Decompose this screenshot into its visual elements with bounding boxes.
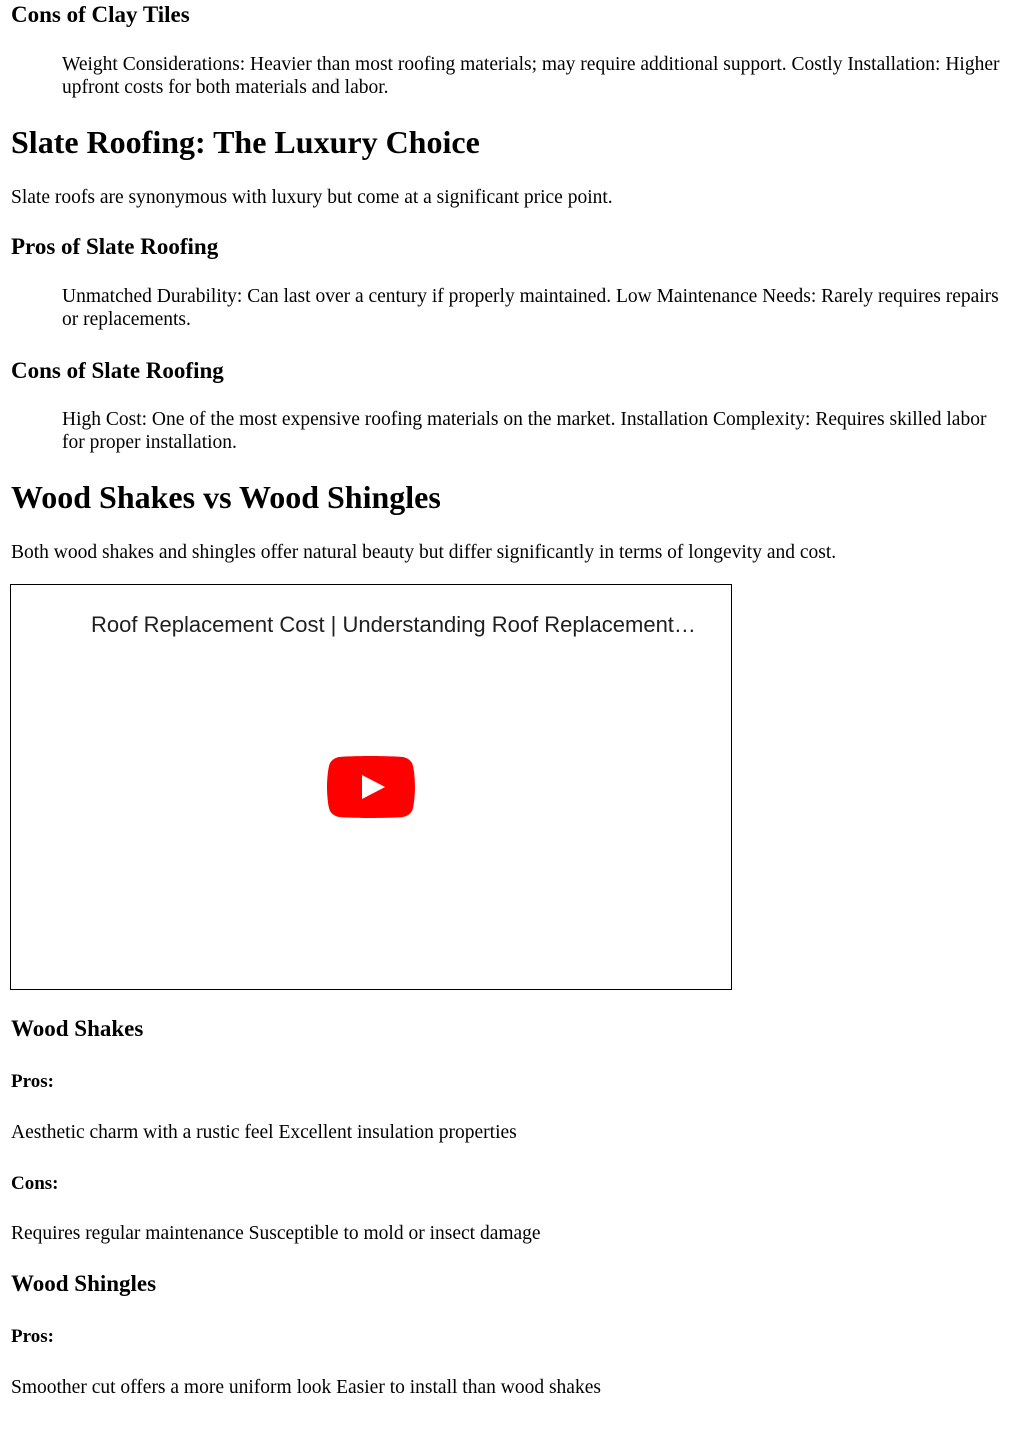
wood-shakes-cons-text: Requires regular maintenance Susceptible to mold or insect damage: [11, 1223, 541, 1244]
wood-shakes-cons-label: Cons:: [11, 1173, 59, 1194]
slate-intro: Slate roofs are synonymous with luxury but come at a significant price point.: [11, 187, 613, 208]
slate-cons-text: High Cost: One of the most expensive roofing materials on the market. Installation Complexity: Requires skilled labor for proper installation.: [62, 409, 987, 453]
clay-cons-text: Weight Considerations: Heavier than most roofing materials; may require additional support. Costly Installation: Higher upfront costs for both materials and labor.: [62, 54, 1000, 98]
wood-shakes-pros-label: Pros:: [11, 1071, 54, 1092]
video-title[interactable]: Roof Replacement Cost | Understanding Roof Replacement…: [91, 612, 696, 637]
section-heading-wood: Wood Shakes vs Wood Shingles: [11, 479, 441, 515]
youtube-video-embed[interactable]: [10, 584, 732, 990]
wood-intro: Both wood shakes and shingles offer natural beauty but differ significantly in terms of longevity and cost.: [11, 542, 837, 563]
wood-shakes-pros-text: Aesthetic charm with a rustic feel Excellent insulation properties: [11, 1122, 517, 1143]
youtube-play-icon[interactable]: [327, 756, 415, 818]
slate-cons-heading: Cons of Slate Roofing: [11, 358, 224, 383]
slate-pros-heading: Pros of Slate Roofing: [11, 234, 219, 259]
wood-shingles-heading: Wood Shingles: [11, 1271, 157, 1296]
wood-shakes-heading: Wood Shakes: [11, 1016, 144, 1041]
wood-shingles-pros-label: Pros:: [11, 1326, 54, 1347]
section-heading-clay-cons: Cons of Clay Tiles: [11, 2, 190, 27]
wood-shingles-pros-text: Smoother cut offers a more uniform look Easier to install than wood shakes: [11, 1377, 601, 1398]
slate-pros-text: Unmatched Durability: Can last over a century if properly maintained. Low Maintenance Needs: Rarely requires repairs or replacements.: [62, 286, 999, 330]
section-heading-slate: Slate Roofing: The Luxury Choice: [11, 124, 480, 160]
